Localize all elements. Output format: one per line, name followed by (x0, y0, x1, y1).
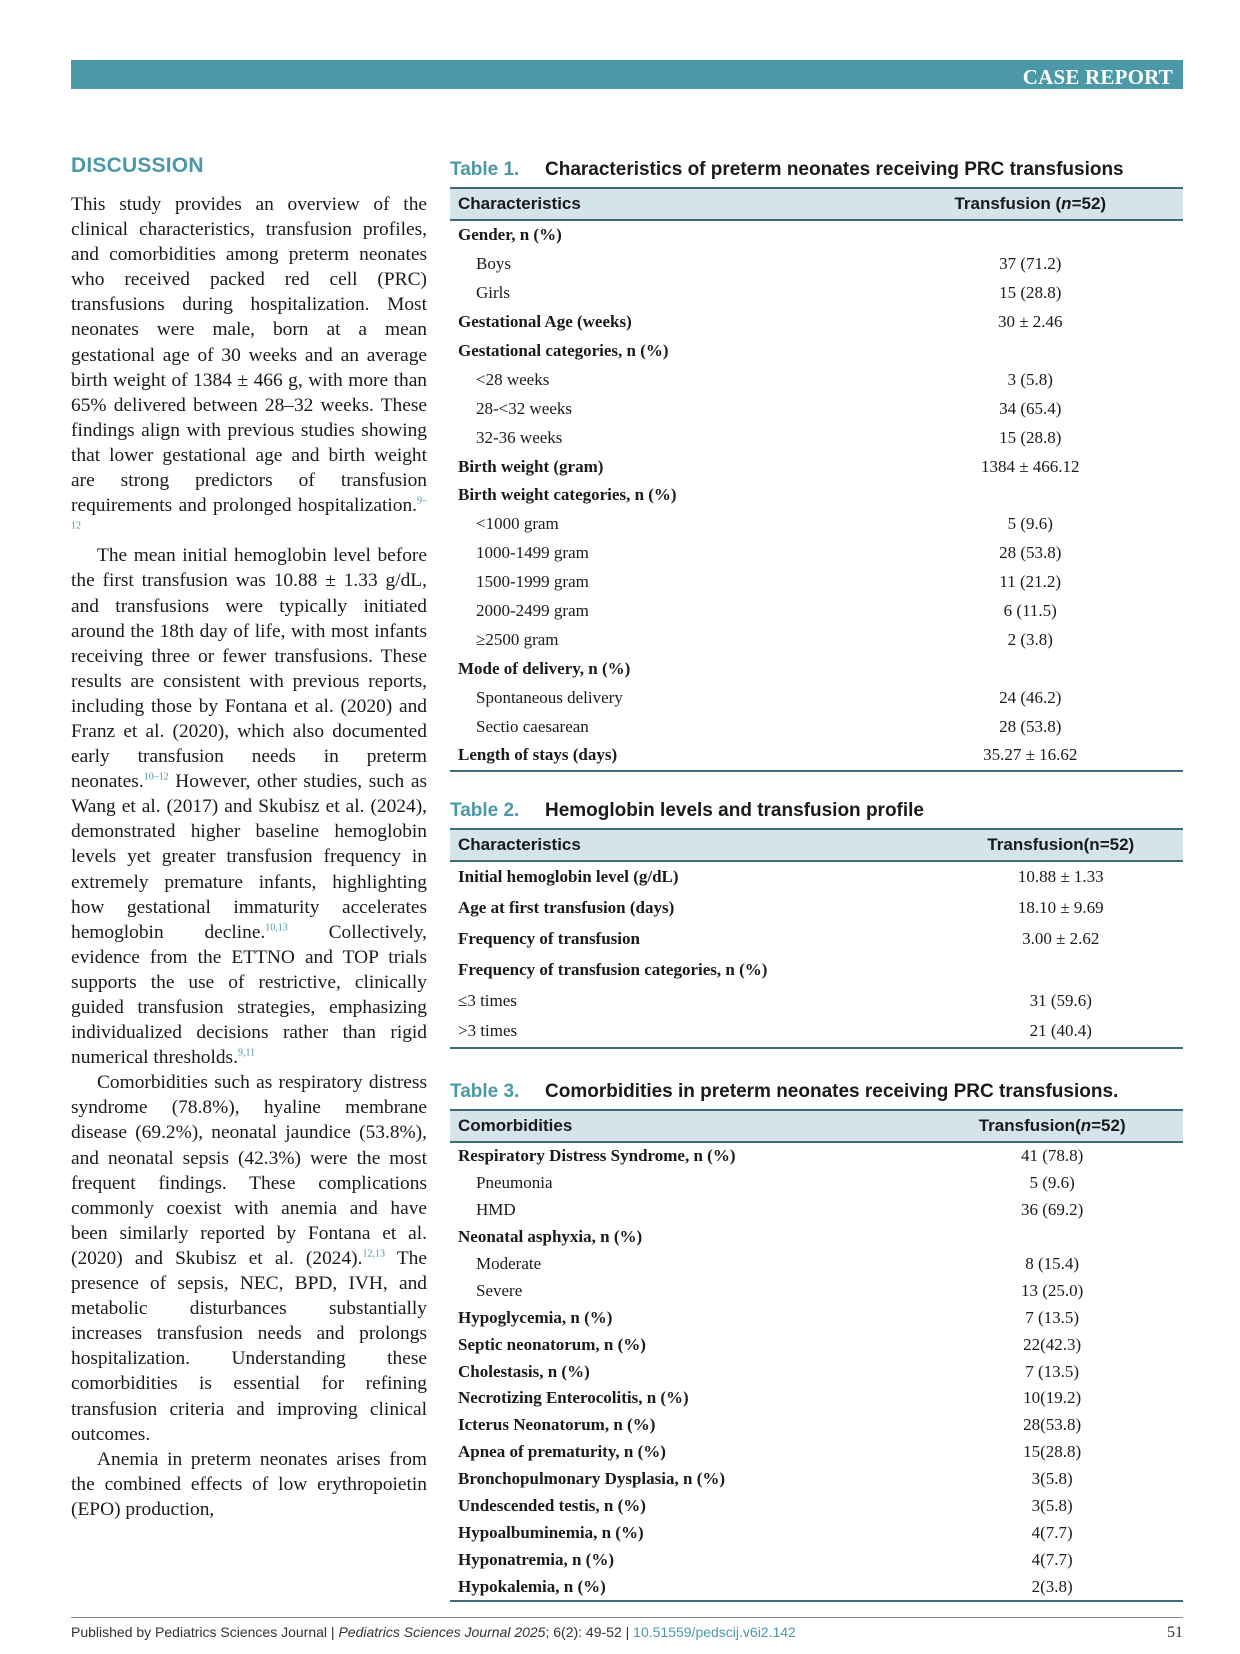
row-value: 3 (5.8) (1007, 369, 1053, 389)
footer-issue: ; 6(2): 49-52 | (545, 1624, 634, 1640)
row-label: Necrotizing Enterocolitis, n (%) (458, 1388, 689, 1408)
row-label: Cholestasis, n (%) (458, 1361, 590, 1381)
row-value: 15(28.8) (1023, 1442, 1082, 1462)
table-row (450, 1251, 1183, 1278)
row-value (878, 654, 1183, 683)
row-label: Pneumonia (476, 1173, 553, 1193)
row-label: Frequency of transfusion categories, n (%) (458, 959, 768, 979)
table-3-block (450, 1079, 1183, 1602)
page-footer (71, 1624, 1183, 1640)
row-value: 5 (9.6) (1007, 514, 1053, 534)
table-1-col-characteristics: Characteristics (450, 188, 878, 220)
row-value: 3(5.8) (1031, 1469, 1073, 1489)
row-value: 34 (65.4) (999, 398, 1062, 418)
table-row (450, 1412, 1183, 1439)
table-row (450, 1197, 1183, 1224)
table-row (450, 1170, 1183, 1197)
footer-publisher: Published by Pediatrics Sciences Journal | (71, 1624, 339, 1640)
table-row (450, 337, 1183, 366)
row-value (938, 954, 1183, 985)
row-value: 3(5.8) (1031, 1496, 1073, 1516)
header-bar (71, 60, 1183, 89)
table-row (450, 1519, 1183, 1546)
row-label: Gender, n (%) (458, 225, 562, 245)
table-3-title: Comorbidities in preterm neonates receiving PRC transfusions. (545, 1081, 1119, 1102)
row-label: Age at first transfusion (days) (458, 898, 675, 918)
row-value: 22(42.3) (1023, 1334, 1082, 1354)
row-label: Birth weight (gram) (458, 456, 604, 476)
row-label: Mode of delivery, n (%) (458, 658, 631, 678)
table-3-number: Table 3. (450, 1081, 520, 1102)
paragraph-3a-text: Comorbidities such as respiratory distress syndrome (78.8%), hyaline membrane disease (69.2%), neonatal jaundice (53.8%), and neonatal sepsis (42.3%) were the most frequent findings. These complications commonly coexist with anemia and have been similarly reported by Fontana et al. (2020) and Skubisz et al. (2024). (71, 1072, 427, 1269)
row-label: Girls (476, 283, 510, 303)
table-row (450, 893, 1183, 924)
row-label: 32-36 weeks (476, 427, 563, 447)
table-1-title: Characteristics of preterm neonates receiving PRC transfusions (545, 159, 1124, 180)
row-value: 4(7.7) (1031, 1522, 1073, 1542)
row-label: Sectio caesarean (476, 716, 589, 736)
citation[interactable]: 10,13 (265, 922, 288, 934)
row-value: 3.00 ± 2.62 (1022, 928, 1100, 948)
paragraph-1-text: This study provides an overview of the clinical characteristics, transfusion profiles, and comorbidities among preterm neonates who received packed red cell (PRC) transfusions during hospitalization. Most neonates were male, born at a mean gestational age of 30 weeks and an average birth weight of 1384 ± 466 g, with more than 65% delivered between 28–32 weeks. These findings align with previous studies showing that lower gestational age and birth weight are strong predictors of transfusion requirements and prolonged hospitalization. (71, 194, 427, 517)
row-label: Spontaneous delivery (476, 687, 623, 707)
row-label: Septic neonatorum, n (%) (458, 1334, 646, 1354)
table-row (450, 1331, 1183, 1358)
row-label: 28-<32 weeks (476, 398, 572, 418)
citation[interactable]: 9–12 (71, 495, 427, 532)
row-label: 1000-1499 gram (476, 543, 589, 563)
discussion-column (71, 154, 427, 1522)
table-row (450, 365, 1183, 394)
row-value: 4(7.7) (1031, 1549, 1073, 1569)
row-value: 11 (21.2) (999, 572, 1062, 592)
table-header-row (450, 1110, 1183, 1142)
row-label: Boys (476, 254, 511, 274)
table-row (450, 1358, 1183, 1385)
citation[interactable]: 10–12 (143, 771, 169, 783)
row-label: Initial hemoglobin level (g/dL) (458, 867, 679, 887)
row-value (878, 337, 1183, 366)
row-value: 21 (40.4) (938, 1016, 1183, 1048)
footer-journal: Pediatrics Sciences Journal 2025 (338, 1624, 546, 1640)
paragraph-4: Anemia in preterm neonates arises from the combined effects of low erythropoietin (EPO) production, (71, 1448, 427, 1520)
table-1-col-transfusion: Transfusion (n=52) (878, 188, 1183, 220)
row-value: 41 (78.8) (1021, 1146, 1084, 1166)
row-value: 10.88 ± 1.33 (1017, 867, 1104, 887)
table-row (450, 1224, 1183, 1251)
row-value (921, 1224, 1183, 1251)
table-row (450, 1277, 1183, 1304)
row-value: 6 (11.5) (1003, 601, 1057, 621)
table-header-row (450, 188, 1183, 220)
table-row (450, 683, 1183, 712)
table-row (450, 954, 1183, 985)
row-value: 24 (46.2) (999, 687, 1062, 707)
row-label: Length of stays (days) (450, 741, 878, 771)
row-label: <1000 gram (476, 514, 559, 534)
table-3 (450, 1109, 1183, 1602)
row-label: Neonatal asphyxia, n (%) (458, 1227, 643, 1247)
row-value: 13 (25.0) (1021, 1280, 1084, 1300)
row-label: Frequency of transfusion (458, 928, 640, 948)
row-value: 28 (53.8) (999, 543, 1062, 563)
table-row (450, 452, 1183, 481)
row-value: 31 (59.6) (1029, 990, 1092, 1010)
row-value: 15 (28.8) (999, 283, 1062, 303)
row-label: Hyponatremia, n (%) (458, 1549, 614, 1569)
table-row (450, 1385, 1183, 1412)
table-2 (450, 828, 1183, 1049)
citation[interactable]: 9,11 (237, 1047, 256, 1059)
table-2-caption (450, 798, 1183, 824)
row-label: Hypokalemia, n (%) (450, 1573, 921, 1601)
row-value: 15 (28.8) (999, 427, 1062, 447)
row-label: Hypoglycemia, n (%) (458, 1307, 613, 1327)
citation[interactable]: 12,13 (362, 1248, 385, 1260)
table-row (450, 423, 1183, 452)
discussion-heading: DISCUSSION (71, 154, 204, 177)
footer-doi-link[interactable]: 10.51559/pedscij.v6i2.142 (633, 1624, 796, 1640)
table-3-caption (450, 1079, 1183, 1105)
table-row (450, 1142, 1183, 1170)
table-row (450, 539, 1183, 568)
page-number: 51 (1167, 1624, 1183, 1641)
row-label: Gestational Age (weeks) (458, 312, 632, 332)
table-row (450, 861, 1183, 893)
paragraph-3b-text: The presence of sepsis, NEC, BPD, IVH, and metabolic disturbances substantially increases transfusion needs and prolongs hospitalization. Understanding these comorbidities is essential for refining transfusion criteria and improving clinical outcomes. (71, 1247, 427, 1445)
table-2-title: Hemoglobin levels and transfusion profile (545, 800, 924, 821)
table-1-number: Table 1. (450, 159, 520, 180)
row-value: 5 (9.6) (1029, 1173, 1075, 1193)
table-2-col-transfusion: Transfusion(n=52) (938, 829, 1183, 861)
table-row (450, 250, 1183, 279)
table-row (450, 568, 1183, 597)
table-row (450, 712, 1183, 741)
table-3-col-comorbidities: Comorbidities (450, 1110, 921, 1142)
table-row (450, 220, 1183, 250)
row-value: 35.27 ± 16.62 (878, 741, 1183, 771)
table-3-col-transfusion: Transfusion(n=52) (921, 1110, 1183, 1142)
row-value (878, 481, 1183, 510)
row-value: 18.10 ± 9.69 (1017, 898, 1104, 918)
row-label: ≤3 times (458, 990, 517, 1010)
table-row (450, 741, 1183, 771)
row-label: <28 weeks (476, 369, 550, 389)
table-1-block (450, 157, 1183, 772)
row-label: 2000-2499 gram (476, 601, 589, 621)
row-value: 1384 ± 466.12 (980, 456, 1080, 476)
table-2-number: Table 2. (450, 800, 520, 821)
row-label: Undescended testis, n (%) (458, 1496, 646, 1516)
table-1-caption (450, 157, 1183, 183)
table-row (450, 924, 1183, 955)
row-value: 7 (13.5) (1025, 1307, 1080, 1327)
table-row (450, 1439, 1183, 1466)
paragraph-1 (71, 192, 427, 543)
table-row (450, 625, 1183, 654)
paragraph-2b-text: However, other studies, such as Wang et al. (2017) and Skubisz et al. (2024), demonstrated higher baseline hemoglobin levels yet greater transfusion frequency in extremely premature infants, highlighting how gestational immaturity accelerates hemoglobin decline. (71, 771, 427, 943)
row-label: ≥2500 gram (476, 629, 559, 649)
table-row (450, 1304, 1183, 1331)
row-label: 1500-1999 gram (476, 572, 589, 592)
footer-rule (71, 1617, 1183, 1618)
row-label: Birth weight categories, n (%) (458, 485, 677, 505)
table-header-row (450, 829, 1183, 861)
discussion-body (71, 192, 427, 1522)
row-value: 37 (71.2) (999, 254, 1062, 274)
table-row (450, 654, 1183, 683)
row-label: Bronchopulmonary Dysplasia, n (%) (458, 1469, 726, 1489)
table-row (450, 308, 1183, 337)
table-row (450, 481, 1183, 510)
row-value: 28(53.8) (1023, 1415, 1082, 1435)
table-row (450, 985, 1183, 1016)
row-value: 7 (13.5) (1025, 1361, 1080, 1381)
table-row (450, 279, 1183, 308)
row-label: Apnea of prematurity, n (%) (458, 1442, 666, 1462)
table-row (450, 1466, 1183, 1493)
table-row (450, 1016, 1183, 1048)
paragraph-3 (71, 1070, 427, 1446)
row-label: Severe (476, 1280, 523, 1300)
table-1 (450, 187, 1183, 772)
table-row (450, 1493, 1183, 1520)
row-value: 2(3.8) (921, 1573, 1183, 1601)
row-label: Gestational categories, n (%) (458, 341, 669, 360)
row-label: Icterus Neonatorum, n (%) (458, 1415, 656, 1435)
table-row (450, 597, 1183, 626)
table-2-block (450, 798, 1183, 1049)
row-value: 8 (15.4) (1025, 1254, 1080, 1273)
row-value (878, 220, 1183, 250)
row-label: Moderate (476, 1254, 542, 1273)
paragraph-2c-text: Collectively, evidence from the ETTNO and TOP trials supports the use of restrictive, clinically guided transfusion strategies, emphasizing individualized decisions rather than rigid numerical thresholds. (71, 921, 427, 1069)
row-label: >3 times (450, 1016, 938, 1048)
paragraph-2 (71, 543, 427, 1070)
paragraph-2a-text: The mean initial hemoglobin level before the first transfusion was 10.88 ± 1.33 g/dL, and transfusions were typically initiated around the 18th day of life, with most infants receiving three or fewer transfusions. These results are consistent with previous reports, including those by Fontana et al. (2020) and Franz et al. (2020), which also documented early transfusion needs in preterm neonates. (71, 545, 427, 793)
row-value: 36 (69.2) (1021, 1200, 1084, 1220)
row-label: Respiratory Distress Syndrome, n (%) (458, 1146, 736, 1166)
table-row (450, 1573, 1183, 1601)
table-row (450, 1546, 1183, 1573)
row-label: Hypoalbuminemia, n (%) (458, 1522, 644, 1542)
table-row (450, 394, 1183, 423)
row-value: 10(19.2) (1023, 1388, 1082, 1408)
row-label: HMD (476, 1200, 516, 1220)
row-value: 28 (53.8) (999, 716, 1062, 736)
row-value: 2 (3.8) (1007, 629, 1053, 649)
table-2-col-characteristics: Characteristics (450, 829, 938, 861)
row-value: 30 ± 2.46 (997, 312, 1063, 332)
table-row (450, 510, 1183, 539)
article-type-label: CASE REPORT (1022, 65, 1173, 89)
